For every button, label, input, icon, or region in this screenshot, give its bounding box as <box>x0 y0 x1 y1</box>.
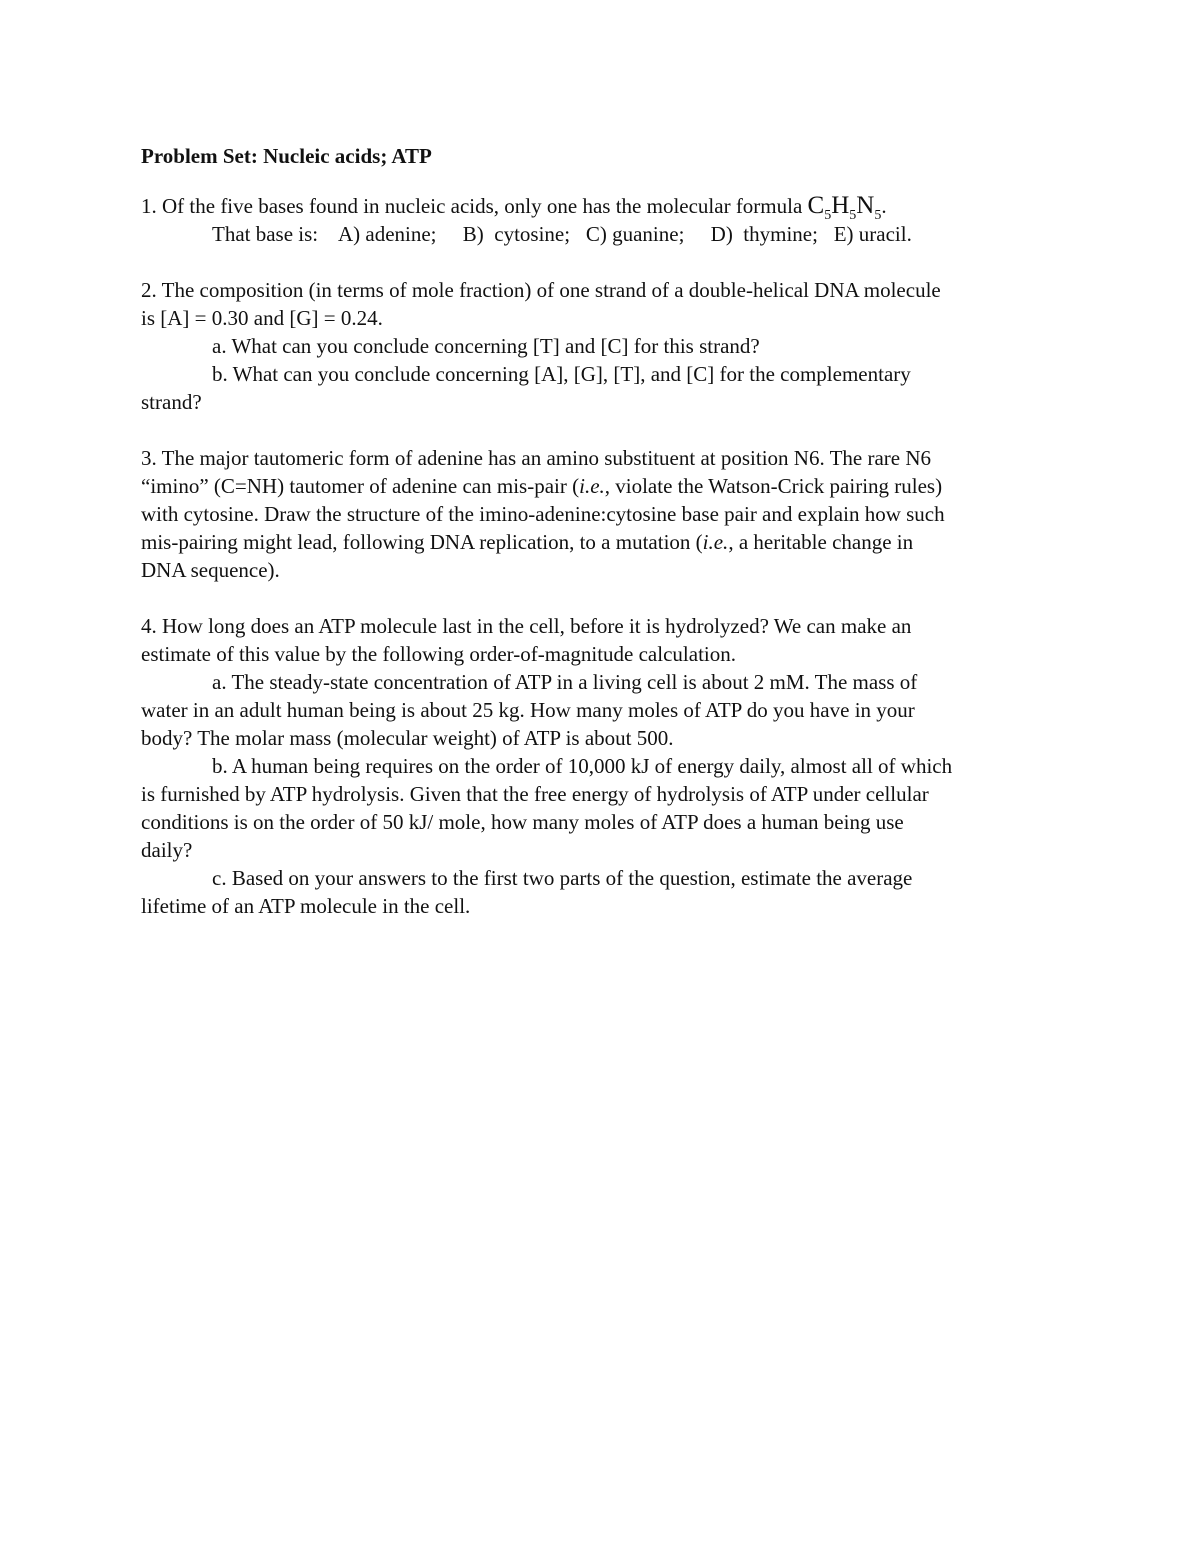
question-1-prompt: 1. Of the five bases found in nucleic acids, only one has the molecular formula <box>141 194 808 218</box>
question-3-line: 3. The major tautomeric form of adenine has an amino substituent at position N6. The rare N6 <box>141 446 932 470</box>
question-4-part-a-cont: body? The molar mass (molecular weight) of ATP is about 500. <box>141 726 674 750</box>
molecular-formula: $C_5H_5N_5$ <box>807 192 882 223</box>
question-4-part-b: b. A human being requires on the order of 10,000 kJ of energy daily, almost all of which <box>212 754 953 778</box>
question-4-part-c-cont: lifetime of an ATP molecule in the cell. <box>141 894 471 918</box>
question-4-part-a-cont: water in an adult human being is about 25 kg. How many moles of ATP do you have in your <box>141 698 915 722</box>
question-3-line: DNA sequence). <box>141 558 280 582</box>
question-2-part-b: b. What can you conclude concerning [A], [G], [T], and [C] for the complementary <box>212 362 911 386</box>
question-4-line: 4. How long does an ATP molecule last in the cell, before it is hydrolyzed? We can make an <box>141 614 912 638</box>
question-3-line: with cytosine. Draw the structure of the imino-adenine:cytosine base pair and explain how such <box>141 502 945 526</box>
question-4-part-b-cont: conditions is on the order of 50 kJ/ mole, how many moles of ATP does a human being use <box>141 810 904 834</box>
question-2-part-b-cont: strand? <box>141 390 202 414</box>
document-page <box>141 142 1061 920</box>
question-4-line: estimate of this value by the following order-of-magnitude calculation. <box>141 642 736 666</box>
question-3-line: “imino” (C=NH) tautomer of adenine can mis-pair (i.e., violate the Watson-Crick pairing rules) <box>141 474 943 498</box>
question-3-line: mis-pairing might lead, following DNA replication, to a mutation (i.e., a heritable change in <box>141 530 914 554</box>
question-4 <box>141 612 1061 920</box>
question-4-part-b-cont: is furnished by ATP hydrolysis. Given that the free energy of hydrolysis of ATP under cellular <box>141 782 929 806</box>
question-3 <box>141 444 1061 584</box>
question-1-text: 1. Of the five bases found in nucleic acids, only one has the molecular formula $C_5H_5N_5$. <box>141 192 887 223</box>
question-4-part-b-cont: daily? <box>141 838 193 862</box>
question-4-part-a: a. The steady-state concentration of ATP in a living cell is about 2 mM. The mass of <box>212 670 918 694</box>
question-1-choices: That base is: A) adenine; B) cytosine; C) guanine; D) thymine; E) uracil. <box>212 222 912 246</box>
question-2-line: is [A] = 0.30 and [G] = 0.24. <box>141 306 383 330</box>
page-title: Problem Set: Nucleic acids; ATP <box>141 144 432 168</box>
question-2 <box>141 276 1061 416</box>
question-2-part-a: a. What can you conclude concerning [T] and [C] for this strand? <box>212 334 760 358</box>
question-4-part-c: c. Based on your answers to the first two parts of the question, estimate the average <box>212 866 913 890</box>
question-1 <box>141 192 1061 248</box>
question-2-line: 2. The composition (in terms of mole fraction) of one strand of a double-helical DNA molecule <box>141 278 941 302</box>
